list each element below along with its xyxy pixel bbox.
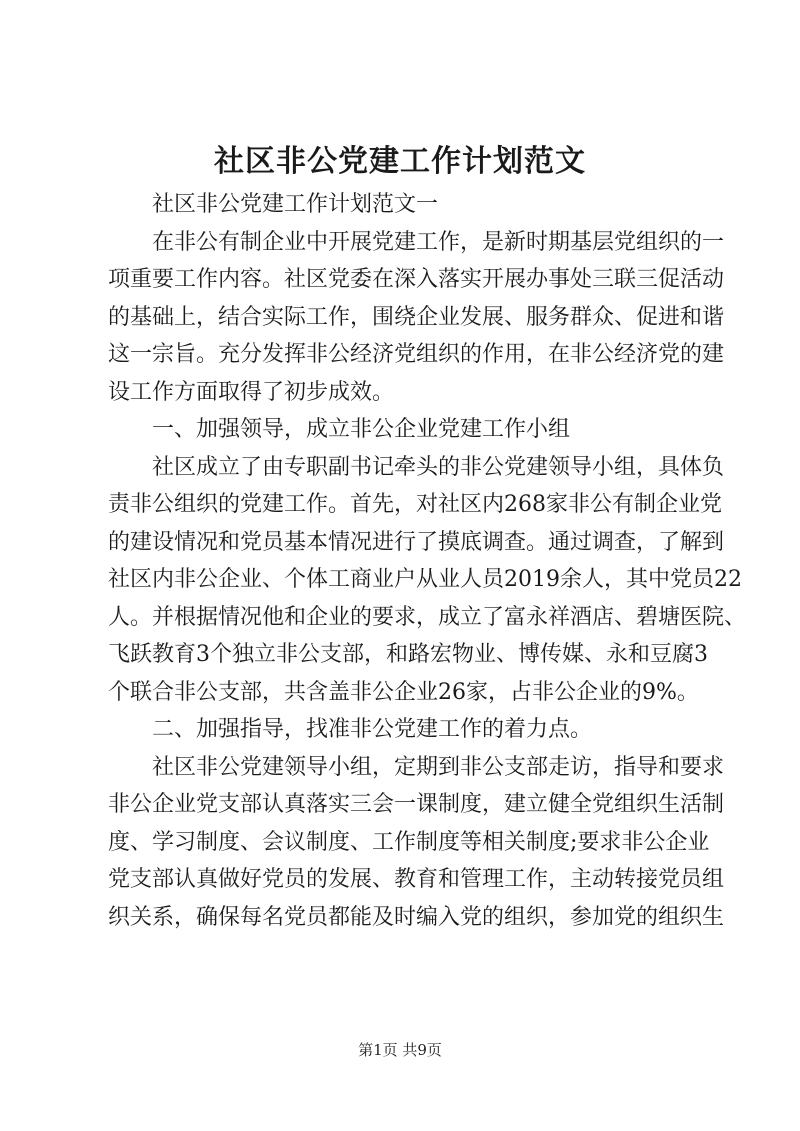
paragraph-line: 社区非公党建领导小组，定期到非公支部走访，指导和要求: [152, 754, 725, 780]
paragraph-line: 度、学习制度、会议制度、工作制度等相关制度;要求非公企业: [108, 829, 710, 855]
paragraph-line: 非公企业党支部认真落实三会一课制度，建立健全党组织生活制: [108, 792, 725, 817]
paragraph-line: 人。并根据情况他和企业的要求，成立了富永祥酒店、碧塘医院、: [108, 604, 747, 630]
section-heading: 二、加强指导，找准非公党建工作的着力点。: [152, 717, 593, 742]
paragraph-line: 织关系，确保每名党员都能及时编入党的组织，参加党的组织生: [108, 904, 725, 930]
paragraph-line: 这一宗旨。充分发挥非公经济党组织的作用，在非公经济党的建: [108, 342, 725, 367]
paragraph-line: 设工作方面取得了初步成效。: [108, 379, 395, 405]
paragraph-line: 飞跃教育3个独立非公支部，和路宏物业、博传媒、永和豆腐3: [108, 642, 708, 667]
paragraph-line: 党支部认真做好党员的发展、教育和管理工作，主动转接党员组: [108, 867, 725, 892]
paragraph-line: 的基础上，结合实际工作，围绕企业发展、服务群众、促进和谐: [108, 304, 725, 330]
subtitle-line: 社区非公党建工作计划范文一: [152, 192, 439, 217]
paragraph-line: 个联合非公支部，共含盖非公企业26家，占非公企业的9%。: [108, 679, 699, 705]
paragraph-line: 社区成立了由专职副书记牵头的非公党建领导小组，具体负: [152, 454, 725, 480]
paragraph-line: 在非公有制企业中开展党建工作，是新时期基层党组织的一: [152, 229, 725, 255]
document-title: 社区非公党建工作计划范文: [214, 144, 586, 179]
paragraph-line: 社区内非公企业、个体工商业户从业人员2019余人，其中党员22: [108, 567, 742, 592]
page-footer: 第1页 共9页: [358, 1041, 442, 1059]
paragraph-line: 责非公组织的党建工作。首先，对社区内268家非公有制企业党: [108, 492, 722, 517]
section-heading: 一、加强领导，成立非公企业党建工作小组: [152, 417, 571, 442]
paragraph-line: 的建设情况和党员基本情况进行了摸底调查。通过调查，了解到: [108, 529, 725, 555]
paragraph-line: 项重要工作内容。社区党委在深入落实开展办事处三联三促活动: [108, 267, 725, 292]
document-body: [108, 186, 747, 936]
